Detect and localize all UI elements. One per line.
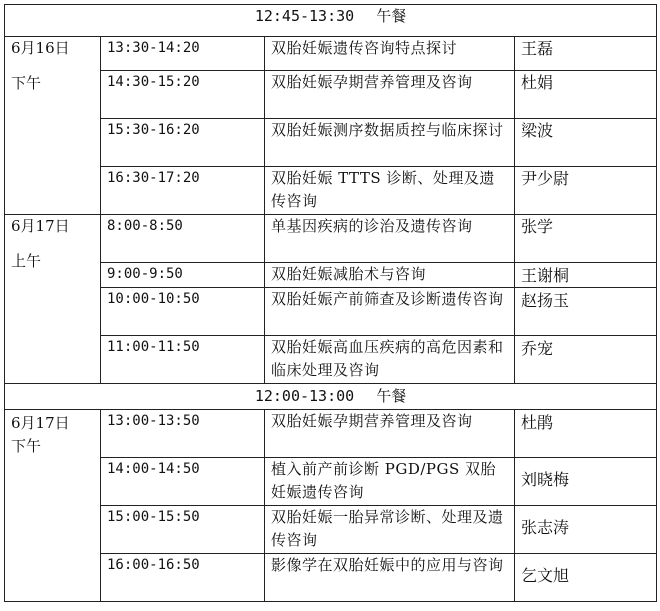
session-topic: 双胎妊娠遗传咨询特点探讨 [265, 37, 515, 71]
session-speaker: 梁波 [515, 119, 657, 167]
session-topic: 双胎妊娠测序数据质控与临床探讨 [265, 119, 515, 167]
break-row [5, 384, 657, 410]
break-time: 12:00-13:00 [254, 387, 355, 405]
session-speaker: 张学 [515, 215, 657, 263]
break-label: 午餐 [376, 7, 407, 25]
session-time: 16:30-17:20 [101, 167, 265, 215]
session-date: 6月17日 [11, 217, 70, 235]
session-row [5, 458, 657, 506]
break-cell [5, 5, 657, 37]
session-row [5, 410, 657, 458]
session-time: 10:00-10:50 [101, 288, 265, 336]
session-speaker: 赵扬玉 [515, 288, 657, 336]
session-row [5, 37, 657, 71]
session-time: 15:30-16:20 [101, 119, 265, 167]
date-cell [5, 410, 101, 602]
session-date: 6月17日 [11, 414, 70, 432]
break-label: 午餐 [376, 387, 407, 405]
session-topic: 单基因疾病的诊治及遗传咨询 [265, 215, 515, 263]
session-topic: 双胎妊娠孕期营养管理及咨询 [265, 410, 515, 458]
session-topic: 双胎妊娠减胎术与咨询 [265, 263, 515, 288]
session-time: 8:00-8:50 [101, 215, 265, 263]
session-row [5, 119, 657, 167]
session-row [5, 215, 657, 263]
session-speaker: 乔宠 [515, 336, 657, 384]
session-time: 14:30-15:20 [101, 71, 265, 119]
session-time: 14:00-14:50 [101, 458, 265, 506]
session-time: 13:30-14:20 [101, 37, 265, 71]
break-time: 12:45-13:30 [254, 7, 355, 25]
session-row [5, 71, 657, 119]
session-row [5, 506, 657, 554]
session-topic: 双胎妊娠 TTTS 诊断、处理及遗传咨询 [265, 167, 515, 215]
session-speaker: 张志涛 [515, 506, 657, 554]
session-time: 13:00-13:50 [101, 410, 265, 458]
session-row [5, 336, 657, 384]
session-speaker: 尹少尉 [515, 167, 657, 215]
session-row [5, 263, 657, 288]
session-row [5, 288, 657, 336]
session-speaker: 杜鹃 [515, 410, 657, 458]
session-speaker: 王磊 [515, 37, 657, 71]
session-topic: 双胎妊娠一胎异常诊断、处理及遗传咨询 [265, 506, 515, 554]
session-period: 下午 [11, 437, 42, 455]
date-cell [5, 37, 101, 215]
session-speaker: 杜娟 [515, 71, 657, 119]
session-topic: 双胎妊娠产前筛查及诊断遗传咨询 [265, 288, 515, 336]
session-speaker: 王谢桐 [515, 263, 657, 288]
session-time: 16:00-16:50 [101, 554, 265, 602]
break-cell [5, 384, 657, 410]
session-period: 上午 [11, 252, 42, 270]
session-topic: 影像学在双胎妊娠中的应用与咨询 [265, 554, 515, 602]
session-topic: 双胎妊娠高血压疾病的高危因素和临床处理及咨询 [265, 336, 515, 384]
session-time: 9:00-9:50 [101, 263, 265, 288]
break-row [5, 5, 657, 37]
schedule-table [4, 4, 657, 602]
session-period: 下午 [11, 74, 42, 92]
session-time: 15:00-15:50 [101, 506, 265, 554]
session-speaker: 刘晓梅 [515, 458, 657, 506]
session-row [5, 554, 657, 602]
session-speaker: 乞文旭 [515, 554, 657, 602]
session-topic: 植入前产前诊断 PGD/PGS 双胎妊娠遗传咨询 [265, 458, 515, 506]
session-time: 11:00-11:50 [101, 336, 265, 384]
session-topic: 双胎妊娠孕期营养管理及咨询 [265, 71, 515, 119]
session-date: 6月16日 [11, 39, 70, 57]
date-cell [5, 215, 101, 384]
session-row [5, 167, 657, 215]
